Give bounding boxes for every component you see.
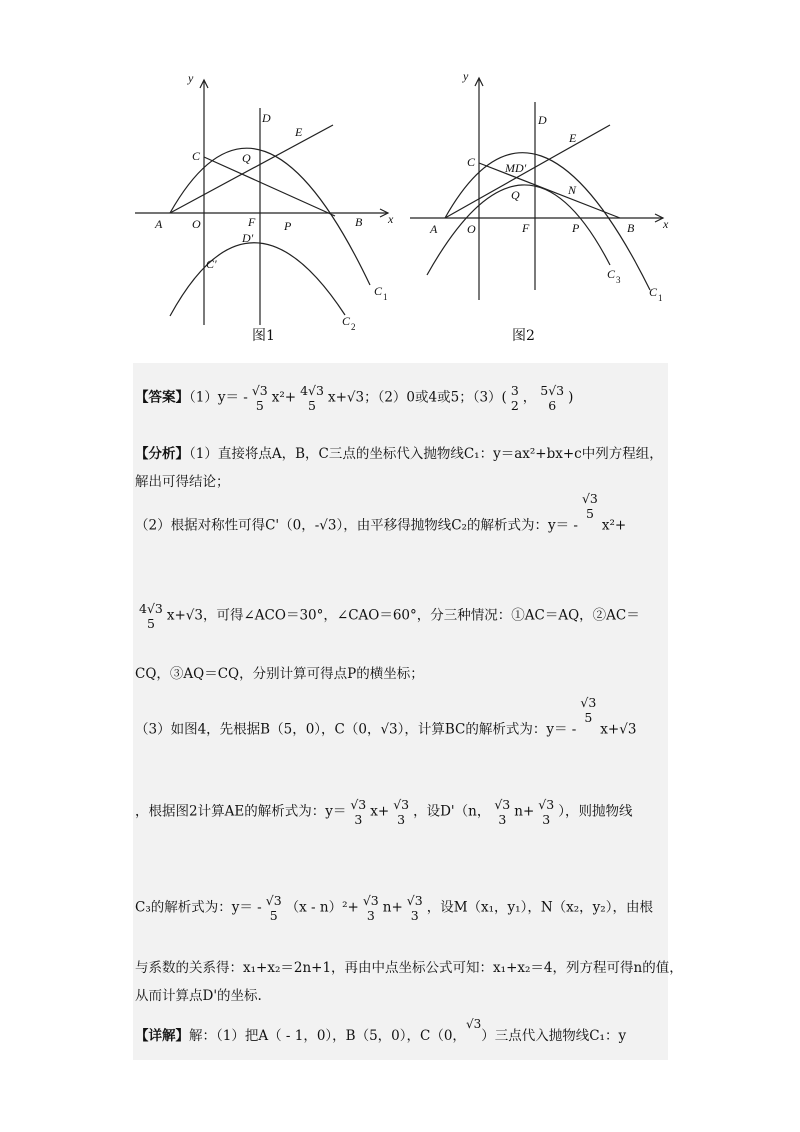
svg-text:C: C: [607, 267, 616, 281]
svg-text:E: E: [569, 131, 577, 145]
svg-text:A: A: [430, 222, 438, 236]
line-cp: [204, 157, 335, 216]
fraction: √3 5: [265, 893, 282, 923]
svg-text:O: O: [192, 217, 201, 231]
svg-text:x: x: [663, 217, 669, 231]
fraction: √3 5: [580, 695, 597, 725]
fraction: √3 5: [581, 491, 598, 521]
svg-text:Q: Q: [511, 188, 520, 202]
analysis-line-10: 从而计算点D'的坐标.: [135, 988, 262, 1004]
svg-text:C: C: [342, 314, 351, 328]
analysis-line-1: 【分析】（1）直接将点A，B，C三点的坐标代入抛物线C₁：y＝ax²+bx+c中列方程组，: [135, 446, 663, 462]
figure-1-caption: 图1: [252, 328, 275, 344]
svg-text:C: C: [192, 149, 201, 163]
fraction: 4√3 5: [139, 601, 163, 631]
analysis-line-5: CQ，③AQ＝CQ，分别计算可得点P的横坐标；: [135, 666, 424, 682]
fraction: 4√3 5: [300, 383, 324, 413]
svg-text:C: C: [374, 284, 383, 298]
figure-2-graph: [405, 60, 675, 310]
svg-text:E: E: [295, 125, 303, 139]
svg-text:MD': MD': [505, 161, 527, 175]
svg-text:3: 3: [616, 275, 621, 285]
svg-text:D: D: [262, 111, 271, 125]
detail-tag: 【详解】: [135, 1028, 189, 1044]
svg-text:F: F: [522, 221, 530, 235]
fraction: √3 3: [393, 797, 410, 827]
svg-text:N: N: [568, 183, 577, 197]
fraction: √3 3: [494, 797, 511, 827]
line-ae: [170, 125, 333, 213]
analysis-line-3: （2）根据对称性可得C'（0，-√3），由平移得抛物线C₂的解析式为：y＝ - √3 5 x²+: [135, 491, 627, 534]
parabola-c2: [170, 243, 345, 316]
detail-line-1: 【详解】解：（1）把A（ - 1，0），B（5，0），C（0，√3）三点代入抛物线C₁：y: [135, 1017, 627, 1044]
fraction: √3 3: [362, 893, 379, 923]
svg-text:D': D': [242, 231, 254, 245]
svg-text:y: y: [463, 69, 469, 83]
figure-2: [405, 60, 675, 310]
solution-panel: [133, 363, 683, 1060]
figure-1: [130, 60, 400, 330]
svg-text:C: C: [467, 155, 476, 169]
svg-text:1: 1: [658, 293, 663, 303]
svg-text:2: 2: [351, 322, 356, 330]
analysis-tag: 【分析】: [135, 446, 189, 462]
svg-text:y: y: [188, 71, 194, 85]
svg-text:C': C': [206, 257, 217, 271]
analysis-line-8: C₃的解析式为：y＝ - √3 5 （x - n）²+ √3 3 n+ √3 3 ，设M（x₁，y₁），N（x₂，y₂），由根: [135, 893, 653, 923]
fraction: √3 3: [538, 797, 555, 827]
svg-text:A: A: [155, 217, 163, 231]
fraction: 3 2: [510, 383, 519, 413]
svg-text:Q: Q: [242, 151, 251, 165]
svg-text:1: 1: [383, 292, 388, 302]
analysis-line-9: 与系数的关系得：x₁+x₂＝2n+1，再由中点坐标公式可知：x₁+x₂＝4，列方程可得n的值，: [135, 960, 683, 976]
figure-2-caption: 图2: [512, 328, 535, 344]
fraction: √3 3: [350, 797, 367, 827]
figure-1-graph: [130, 60, 400, 330]
svg-text:O: O: [467, 222, 476, 236]
fraction: 5√3 6: [540, 383, 565, 413]
svg-text:B: B: [627, 221, 635, 235]
svg-text:C: C: [649, 285, 658, 299]
svg-text:P: P: [572, 221, 580, 235]
svg-text:B: B: [355, 215, 363, 229]
analysis-line-2: 解出可得结论；: [135, 474, 230, 490]
svg-text:x: x: [388, 212, 394, 226]
answer-tag: 【答案】: [135, 389, 189, 406]
analysis-line-7: ，根据图2计算AE的解析式为：y＝ √3 3 x+ √3 3 ，设D'（n， √3 3 n+ √3 3 ），则抛物线: [135, 797, 633, 827]
svg-text:D: D: [538, 113, 547, 127]
svg-text:P: P: [284, 219, 292, 233]
analysis-line-4: 4√3 5 x+√3，可得∠ACO＝30°，∠CAO＝60°，分三种情况：①AC＝AQ，②AC＝: [139, 601, 640, 631]
fraction: √3 5: [251, 383, 268, 413]
answer-line: 【答案】（1）y＝ - √3 5 x²+ 4√3 5 x+√3；（2）0或4或5；（3）( 3 2 ， 5√3 6 ): [135, 383, 574, 413]
parabola-c1: [445, 153, 650, 290]
fraction: √3 3: [406, 893, 423, 923]
analysis-line-6: （3）如图4，先根据B（5，0），C（0，√3），计算BC的解析式为：y＝ - √3 5 x+√3: [135, 695, 637, 738]
svg-text:F: F: [248, 215, 256, 229]
